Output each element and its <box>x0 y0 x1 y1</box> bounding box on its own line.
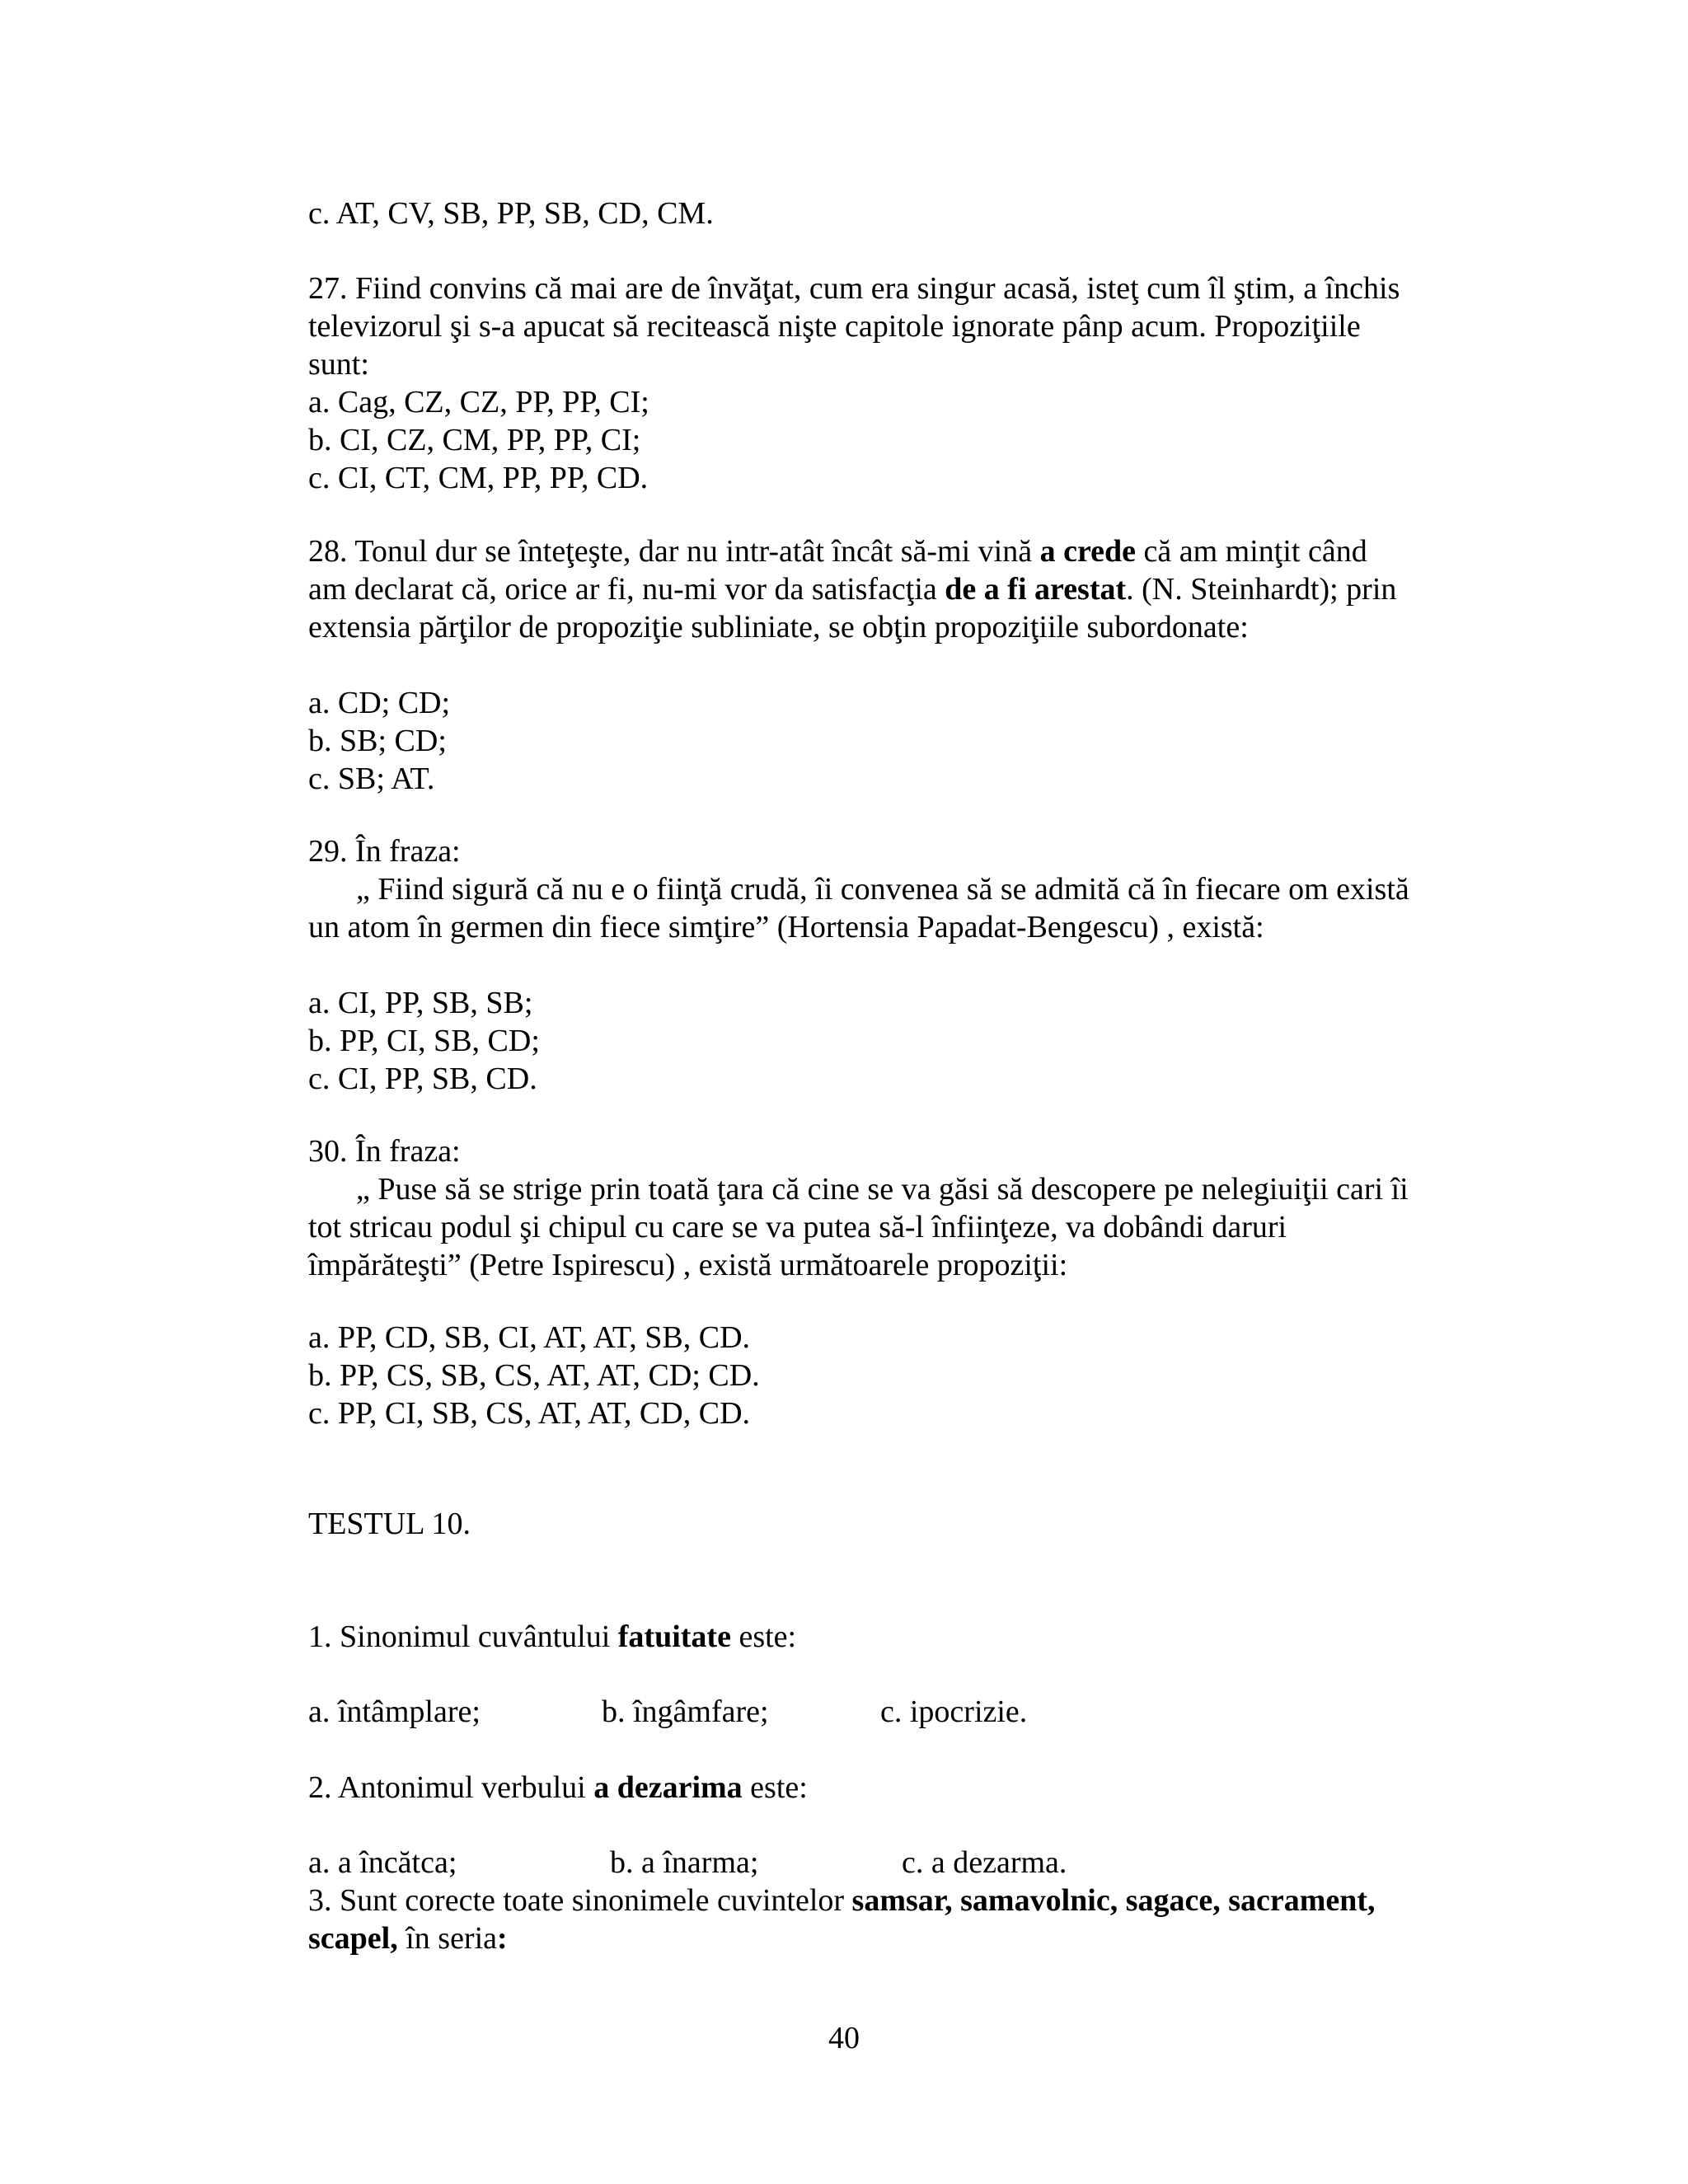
question-28 <box>308 532 1479 646</box>
t1-keyword: fatuitate <box>617 1619 731 1654</box>
q27-text-line-3: sunt: <box>308 347 369 382</box>
q27-option-a: a. Cag, CZ, CZ, PP, PP, CI; <box>308 385 649 419</box>
question-29-options <box>308 984 1479 1098</box>
q29-option-a: a. CI, PP, SB, SB; <box>308 986 533 1020</box>
t1-option-c: c. ipocrizie. <box>880 1694 1028 1729</box>
t2-keyword: a dezarima <box>593 1770 743 1805</box>
q29-text-line-1: 29. În fraza: <box>308 834 461 869</box>
question-30 <box>308 1132 1479 1284</box>
q28-highlight-2: de a fi arestat <box>945 572 1127 607</box>
q30-text-line-2: „ Puse să se strige prin toată ţara că cine se va găsi să descopere pe nelegiuiţii cari îi <box>356 1172 1409 1207</box>
t1-option-b: b. îngâmfare; <box>602 1694 769 1729</box>
q29-text-line-2: „ Fiind sigură că nu e o fiinţă crudă, îi convenea să se admită că în fiecare om există <box>356 872 1409 907</box>
q27-text-line-1: 27. Fiind convins că mai are de învăţat, cum era singur acasă, isteţ cum îl ştim, a închis <box>308 271 1400 306</box>
page-number: 40 <box>828 2021 860 2055</box>
q28-highlight-1: a crede <box>1039 534 1137 569</box>
t2-option-b: b. a înarma; <box>610 1845 759 1880</box>
q29-option-c: c. CI, PP, SB, CD. <box>308 1062 537 1096</box>
test10-question-1-options <box>308 1693 1479 1731</box>
q28-option-c: c. SB; AT. <box>308 762 435 796</box>
q30-option-b: b. PP, CS, SB, CS, AT, AT, CD; CD. <box>308 1358 760 1393</box>
question-27 <box>308 269 1479 497</box>
q30-text-line-3: tot stricau podul şi chipul cu care se va putea să-l înfiinţeze, va dobândi daruri <box>308 1210 1287 1244</box>
test10-question-1: 1. Sinonimul cuvântului fatuitate este: <box>308 1619 797 1654</box>
q28-option-a: a. CD; CD; <box>308 686 451 720</box>
q27-text-line-2: televizorul şi s-a apucat să recitească nişte capitole ignorate pânp acum. Propoziţiile <box>308 309 1361 344</box>
question-30-options <box>308 1319 1479 1432</box>
t1-option-a: a. întâmplare; <box>308 1694 481 1729</box>
q28-text-line-2: am declarat că, orice ar fi, nu-mi vor da satisfacţia de a fi arestat. (N. Steinhardt); prin <box>308 572 1397 607</box>
q28-text-line-3: extensia părţilor de propoziţie subliniate, se obţin propoziţiile subordonate: <box>308 610 1249 644</box>
q30-text-line-1: 30. În fraza: <box>308 1134 461 1169</box>
question-28-options <box>308 684 1479 798</box>
q28-option-b: b. SB; CD; <box>308 724 447 758</box>
q30-text-line-4: împărăteşti” (Petre Ispirescu) , există următoarele propoziţii: <box>308 1248 1068 1282</box>
t2-option-a: a. a încătca; <box>308 1845 457 1880</box>
q29-text-line-3: un atom în germen din fiece simţire” (Hortensia Papadat-Bengescu) , există: <box>308 910 1264 944</box>
test10-question-2-options <box>308 1844 1479 1882</box>
q28-text-line-1: 28. Tonul dur se înteţeşte, dar nu intr-atât încât să-mi vină a crede că am minţit când <box>308 534 1367 569</box>
q30-option-c: c. PP, CI, SB, CS, AT, AT, CD, CD. <box>308 1396 751 1431</box>
q27-option-c: c. CI, CT, CM, PP, PP, CD. <box>308 461 649 495</box>
q26-option-c: c. AT, CV, SB, PP, SB, CD, CM. <box>308 196 714 231</box>
test10-question-3: 3. Sunt corecte toate sinonimele cuvintelor samsar, samavolnic, sagace, sacrament, scapel, în seria: <box>308 1883 1376 1956</box>
q29-option-b: b. PP, CI, SB, CD; <box>308 1024 540 1058</box>
test-title: TESTUL 10. <box>308 1507 471 1541</box>
question-29 <box>308 832 1479 946</box>
test10-question-2: 2. Antonimul verbului a dezarima este: <box>308 1770 808 1805</box>
q30-option-a: a. PP, CD, SB, CI, AT, AT, SB, CD. <box>308 1320 751 1355</box>
q27-option-b: b. CI, CZ, CM, PP, PP, CI; <box>308 423 641 457</box>
t2-option-c: c. a dezarma. <box>902 1845 1067 1880</box>
t3-keywords: samsar, samavolnic, sagace, sacrament, <box>851 1883 1376 1918</box>
